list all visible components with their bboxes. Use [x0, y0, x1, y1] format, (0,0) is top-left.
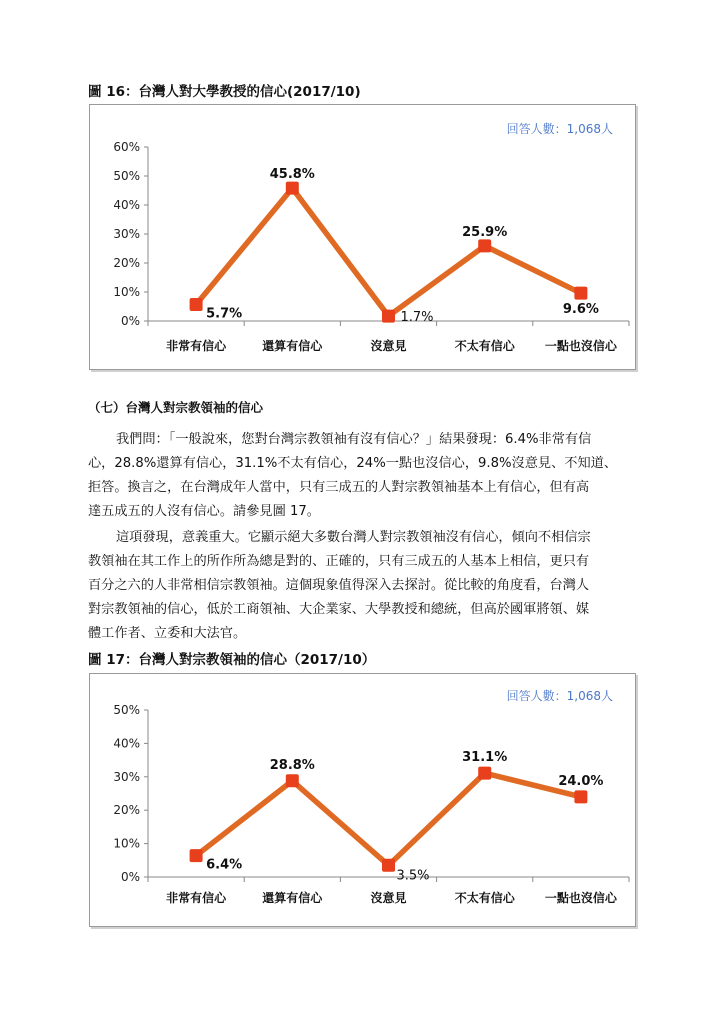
data-point-marker [190, 298, 203, 311]
paragraph-2-line: 百分之六的人非常相信宗教領袖。這個現象值得深入去探討。從比較的角度看，台灣人 [88, 578, 590, 593]
category-label: 一點也沒信心 [544, 339, 617, 353]
data-value-label: 1.7% [400, 310, 434, 326]
paragraph-1-line: 拒答。換言之，在台灣成年人當中，只有三成五的人對宗教領袖基本上有信心，但有高 [88, 480, 590, 495]
figure-16-title: 圖 16：台灣人對大學教授的信心(2017/10) [88, 84, 361, 100]
figure-17-chart [89, 673, 636, 927]
y-tick-label: 10% [113, 836, 140, 851]
paragraph-2 [88, 526, 640, 646]
y-tick-label: 40% [113, 198, 140, 212]
y-tick-label: 50% [113, 703, 140, 717]
data-value-label: 24.0% [558, 773, 604, 789]
paragraph-2-line: 對宗教領袖的信心，低於工商領袖、大企業家、大學教授和總統，但高於國軍將領、媒 [88, 602, 590, 617]
category-label: 不太有信心 [454, 891, 515, 905]
data-point-marker [382, 310, 395, 323]
data-point-marker [190, 849, 203, 862]
series-line [196, 773, 581, 865]
y-tick-label: 10% [113, 285, 140, 299]
y-tick-label: 30% [113, 769, 140, 784]
y-tick-label: 0% [120, 314, 140, 328]
category-label: 沒意見 [370, 339, 407, 353]
data-value-label: 3.5% [396, 868, 430, 884]
category-label: 沒意見 [370, 891, 407, 905]
paragraph-2-line: 這項發現，意義重大。它顯示絕大多數台灣人對宗教領袖沒有信心，傾向不相信宗 [116, 530, 591, 545]
figure-16-chart [89, 104, 636, 370]
data-value-label: 9.6% [562, 302, 599, 318]
data-point-marker [286, 182, 299, 195]
section-heading: （七）台灣人對宗教領袖的信心 [88, 400, 264, 415]
data-point-marker [574, 790, 587, 803]
data-point-marker [286, 774, 299, 787]
figure-17-svg [90, 674, 635, 926]
paragraph-1-line: 達五成五的人沒有信心。請參見圖 17。 [88, 504, 320, 519]
category-label: 不太有信心 [454, 339, 515, 353]
respondents-label: 回答人數：1,068人 [506, 689, 613, 703]
paragraph-2-line: 體工作者、立委和大法官。 [88, 626, 247, 641]
paragraph-1-line: 我們問：「一般說來，您對台灣宗教領袖有沒有信心？」結果發現：6.4%非常有信 [116, 432, 592, 447]
paragraph-2-line: 教領袖在其工作上的所作所為總是對的、正確的，只有三成五的人基本上相信，更只有 [88, 554, 590, 569]
y-tick-label: 20% [113, 803, 140, 818]
data-point-marker [478, 239, 491, 252]
figure-16-svg [90, 105, 635, 369]
category-label: 非常有信心 [166, 339, 227, 353]
data-value-label: 45.8% [269, 167, 315, 183]
data-value-label: 28.8% [269, 757, 315, 773]
paragraph-1 [88, 428, 640, 524]
respondents-label: 回答人數：1,068人 [506, 122, 613, 136]
data-point-marker [574, 287, 587, 300]
y-tick-label: 30% [113, 227, 140, 241]
series-line [196, 188, 581, 316]
paragraph-1-line: 心，28.8%還算有信心，31.1%不太有信心，24%一點也沒信心，9.8%沒意見、不知道、 [88, 456, 618, 471]
y-tick-label: 50% [113, 169, 140, 183]
figure-17-title: 圖 17：台灣人對宗教領袖的信心（2017/10） [88, 652, 376, 668]
y-tick-label: 20% [113, 256, 140, 270]
category-label: 一點也沒信心 [544, 891, 617, 905]
data-value-label: 31.1% [462, 750, 508, 766]
data-value-label: 5.7% [206, 306, 243, 322]
data-point-marker [382, 859, 395, 872]
y-tick-label: 40% [113, 736, 140, 751]
y-tick-label: 0% [120, 870, 140, 884]
category-label: 還算有信心 [262, 339, 323, 353]
category-label: 還算有信心 [262, 891, 323, 905]
category-label: 非常有信心 [166, 891, 227, 905]
data-point-marker [478, 767, 491, 780]
data-value-label: 6.4% [206, 857, 243, 873]
y-tick-label: 60% [113, 140, 140, 154]
data-value-label: 25.9% [462, 224, 508, 240]
